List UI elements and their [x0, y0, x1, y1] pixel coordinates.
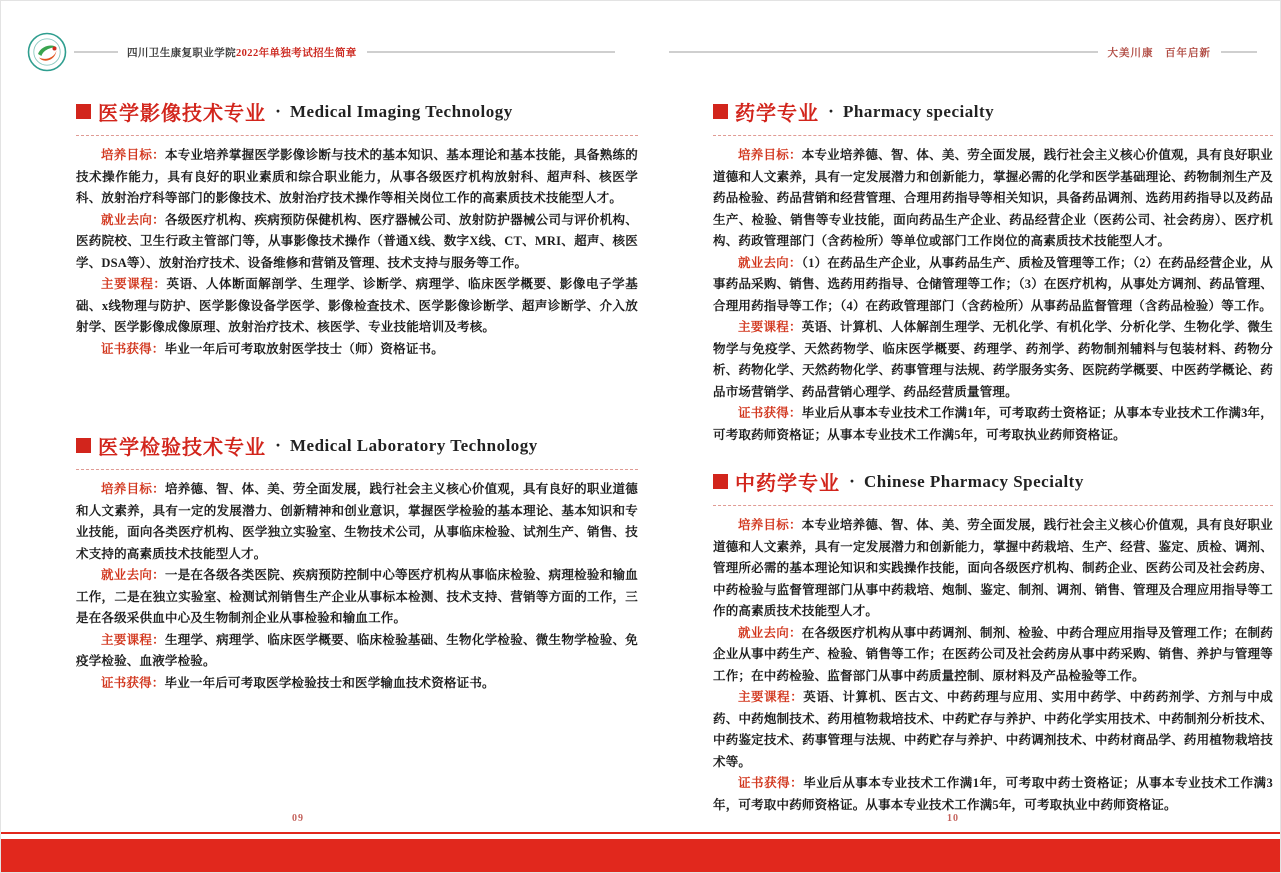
title-separator: ·	[275, 435, 282, 455]
section-medical-imaging	[76, 97, 638, 360]
school-name: 四川卫生康复职业学院	[127, 47, 236, 59]
red-square-icon	[713, 474, 728, 489]
paragraph-label: 主要课程：	[738, 320, 802, 334]
page-number-left: 09	[292, 813, 304, 824]
paragraph-text: 毕业后从事本专业技术工作满1年，可考取药士资格证；从事本专业技术工作满3年，可考取药师资格证；从事本专业技术工作满5年，可考取执业药师资格证。	[713, 406, 1273, 442]
title-separator: ·	[828, 101, 835, 121]
paragraph-label: 培养目标：	[101, 148, 165, 162]
paragraph	[76, 145, 638, 210]
page-number-right: 10	[947, 813, 959, 824]
paragraph-label: 证书获得：	[738, 776, 804, 790]
paragraph	[76, 565, 638, 630]
paragraph-label: 证书获得：	[738, 406, 802, 420]
paragraph-text: 本专业培养掌握医学影像诊断与技术的基本知识、基本理论和基本技能，具备熟练的技术操作能力，具有良好的职业素质和综合职业能力，从事各级医疗机构放射科、超声科、核医学科、放射治疗科等部门的影像技术、放射治疗技术操作等相关岗位工作的高素质技术技能型人才。	[76, 148, 638, 205]
header-divider	[1221, 51, 1257, 53]
section-title-zh: 医学影像技术专业	[98, 103, 266, 125]
paragraph	[76, 479, 638, 565]
section-title	[76, 97, 638, 136]
paragraph-text: 英语、计算机、人体解剖生理学、无机化学、有机化学、分析化学、生物化学、微生物学与免疫学、天然药物学、临床医学概要、药理学、药剂学、药物制剂辅料与包装材料、药物分析、药物化学、天然药物化学、药事管理与法规、药学服务实务、医院药学概要、中医药学概论、药品市场营销学、药品营销心理学、药品经营质量管理。	[713, 320, 1273, 399]
paragraph-label: 就业去向：	[738, 625, 802, 640]
paragraph-text: 一是在各级各类医院、疾病预防控制中心等医疗机构从事临床检验、病理检验和输血工作，二是在独立实验室、检测试剂销售生产企业从事标本检测、技术支持、营销等方面的工作，三是在各级采供血中心及生物制剂企业从事检验和输血工作。	[76, 568, 638, 625]
paragraph-label: 培养目标：	[738, 148, 802, 162]
paragraph-label: 证书获得：	[101, 675, 165, 690]
header-right	[669, 31, 1257, 73]
paragraph	[76, 274, 638, 339]
paragraph-text: 培养德、智、体、美、劳全面发展，践行社会主义核心价值观，具有良好的职业道德和人文素养，具有一定的发展潜力、创新精神和创业意识，掌握医学检验的基本理论、基本知识和专业技能，面向各类医疗机构、医学独立实验室、生物技术公司，从事临床检验、试剂生产、销售、技术支持的高素质技术技能型人才。	[76, 482, 638, 561]
paragraph-label: 就业去向：	[101, 212, 165, 227]
section-title-en: Chinese Pharmacy Specialty	[864, 471, 1084, 491]
school-logo-icon	[27, 32, 67, 72]
section-title	[76, 431, 638, 470]
paragraph	[713, 515, 1273, 623]
brochure-title: 2022年单独考试招生简章	[236, 47, 357, 59]
paragraph-label: 就业去向：	[101, 568, 165, 582]
red-square-icon	[76, 104, 91, 119]
paragraph	[713, 623, 1273, 688]
section-pharmacy	[713, 97, 1273, 446]
paragraph	[76, 673, 638, 695]
paragraph-text: 英语、人体断面解剖学、生理学、诊断学、病理学、临床医学概要、影像电子学基础、x线物理与防护、医学影像设备学医学、影像检查技术、医学影像诊断学、超声诊断学、介入放射学、医学影像成像原理、放射治疗技术、核医学、专业技能培训及考核。	[76, 277, 638, 334]
section-chinese-pharmacy	[713, 467, 1273, 816]
paragraph	[76, 339, 638, 361]
section-title-zh: 中药学专业	[735, 473, 840, 495]
section-title-en: Medical Imaging Technology	[290, 101, 513, 121]
paragraph	[713, 145, 1273, 253]
title-separator: ·	[275, 101, 282, 121]
header-divider	[669, 51, 1098, 53]
paragraph	[713, 317, 1273, 403]
section-title-en: Pharmacy specialty	[843, 101, 995, 121]
paragraph-label: 培养目标：	[738, 518, 802, 532]
school-motto: 大美川康 百年启新	[1107, 47, 1211, 59]
paragraph	[713, 403, 1273, 446]
section-title-zh: 医学检验技术专业	[98, 437, 266, 459]
paragraph-label: 主要课程：	[738, 690, 804, 704]
header-divider	[367, 51, 615, 53]
paragraph-text: 英语、计算机、医古文、中药药理与应用、实用中药学、中药药剂学、方剂与中成药、中药炮制技术、药用植物栽培技术、中药贮存与养护、中药化学实用技术、中药制剂分析技术、中药鉴定技术、药事管理与法规、中药贮存与养护、中药调剂技术、中药材商品学、药用植物栽培技术等。	[713, 690, 1273, 769]
paragraph-label: 就业去向：	[738, 255, 802, 270]
red-square-icon	[76, 438, 91, 453]
paragraph	[713, 253, 1273, 318]
paragraph	[713, 687, 1273, 773]
paragraph-text: 本专业培养德、智、体、美、劳全面发展，践行社会主义核心价值观，具有良好职业道德和人文素养，具有一定发展潜力和创新能力，掌握必需的化学和医学基础理论、药物制剂生产及药品检验、药品营销和经营管理、合理用药指导等相关知识，具备药品调剂、选药用药指导以及药品生产、检验、销售等专业技能，面向药品生产企业、药品经营企业（医药公司、社会药房）、医疗机构、药政管理部门（含药检所）等单位或部门工作岗位的高素质技术技能型人才。	[713, 148, 1273, 248]
paragraph-text: 毕业一年后可考取放射医学技士（师）资格证书。	[164, 341, 444, 356]
paragraph-text: 各级医疗机构、疾病预防保健机构、医疗器械公司、放射防护器械公司与评价机构、医药院校、卫生行政主管部门等，从事影像技术操作（普通X线、数字X线、CT、MRI、超声、核医学、DSA等）、放射治疗技术、设备维修和营销及管理、技术支持与服务等工作。	[76, 212, 638, 270]
footer-bar	[1, 839, 1281, 873]
paragraph	[76, 210, 638, 275]
section-title	[713, 97, 1273, 136]
paragraph	[713, 773, 1273, 816]
page-title	[127, 45, 357, 60]
paragraph-text: 毕业后从事本专业技术工作满1年，可考取中药士资格证；从事本专业技术工作满3年，可考取中药师资格证。从事本专业技术工作满5年，可考取执业中药师资格证。	[713, 776, 1273, 812]
footer-rule	[1, 832, 1281, 834]
title-separator: ·	[849, 471, 856, 491]
paragraph-text: 毕业一年后可考取医学检验技士和医学输血技术资格证书。	[164, 675, 495, 690]
paragraph-text: 生理学、病理学、临床医学概要、临床检验基础、生物化学检验、微生物学检验、免疫学检验、血液学检验。	[76, 632, 638, 668]
section-title-en: Medical Laboratory Technology	[290, 435, 538, 455]
paragraph-label: 主要课程：	[101, 632, 165, 647]
section-title-zh: 药学专业	[735, 103, 819, 125]
paragraph-label: 培养目标：	[101, 482, 165, 496]
paragraph	[76, 630, 638, 673]
paragraph-text: 本专业培养德、智、体、美、劳全面发展，践行社会主义核心价值观，具有良好职业道德和人文素养，具有一定发展潜力和创新能力，掌握中药栽培、生产、经营、鉴定、质检、调剂、管理所必需的基本理论知识和实践操作技能，面向各级医疗机构、制药企业、医药公司及社会药房、中药检验与监督管理部门从事中药栽培、炮制、鉴定、制剂、调剂、销售、管理及合理应用指导等工作的高素质技术技能型人才。	[713, 518, 1273, 618]
paragraph-text: 在各级医疗机构从事中药调剂、制剂、检验、中药合理应用指导及管理工作；在制药企业从事中药生产、检验、销售等工作；在医药公司及社会药房从事中药采购、销售、养护与管理等工作；在中药检验、监督部门从事中药质量控制、原材料及产品检验等工作。	[713, 625, 1273, 683]
paragraph-label: 证书获得：	[101, 341, 165, 356]
paragraph-text: （1）在药品生产企业，从事药品生产、质检及管理等工作；（2）在药品经营企业，从事药品采购、销售、选药用药指导、仓储管理等工作；（3）在医疗机构，从事处方调剂、药品管理、合理用药指导等工作；（4）在药政管理部门（含药检所）从事药品监督管理（含药品检验）等工作。	[713, 255, 1273, 313]
section-medical-laboratory	[76, 431, 638, 694]
red-square-icon	[713, 104, 728, 119]
header-divider	[74, 51, 118, 53]
section-title	[713, 467, 1273, 506]
paragraph-label: 主要课程：	[101, 277, 167, 291]
header-left	[27, 31, 615, 73]
